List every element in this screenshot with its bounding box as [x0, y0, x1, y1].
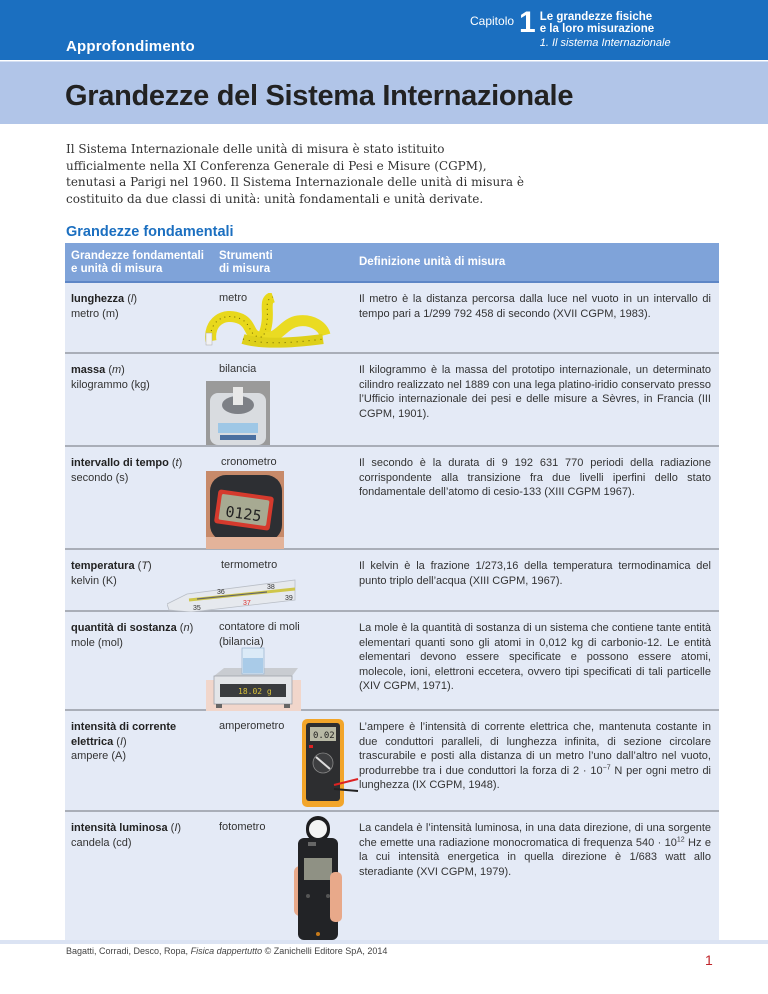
- thermometer-image: [167, 572, 297, 612]
- header-quantity: [65, 243, 219, 281]
- instrument-cell: [219, 447, 359, 548]
- footer-publisher: © Zanichelli Editore SpA, 2014: [264, 946, 388, 956]
- header-quantity-line1: Grandezze fondamentali: [71, 250, 204, 262]
- instrument-cell: [193, 550, 359, 612]
- table-row: [65, 612, 719, 711]
- table-row: [65, 283, 719, 354]
- chapter-word: Capitolo: [470, 14, 515, 28]
- quantity-cell: intervallo di tempo (t) secondo (s): [71, 457, 183, 484]
- footer-authors: Bagatti, Corradi, Desco, Ropa,: [66, 946, 189, 956]
- definition-cell: [359, 812, 719, 940]
- multimeter-display: 0.02: [313, 731, 335, 741]
- header-quantity-line2: e unità di misura: [71, 263, 163, 275]
- multimeter-image: [300, 717, 360, 809]
- quantity-name: massa: [71, 364, 106, 376]
- table-row: [65, 354, 719, 447]
- table-row: [65, 447, 719, 550]
- quantity-name: temperatura: [71, 560, 135, 572]
- instrument-cell: [219, 711, 359, 810]
- scale-label: 36: [217, 589, 225, 596]
- instrument-name: termometro: [221, 559, 278, 571]
- header-instrument-line2: di misura: [219, 263, 271, 275]
- table-row: [65, 711, 719, 812]
- mole-counter-image: [206, 646, 301, 711]
- header-instrument: [219, 243, 359, 281]
- definition-cell: Il metro è la distanza percorsa dalla luce nel vuoto in un intervallo di tempo pari a 1/299 792 458 di secondo (XVII CGPM, 1983).: [359, 293, 711, 320]
- instrument-name: cronometro: [221, 456, 277, 468]
- quantity-symbol: n: [183, 622, 190, 634]
- scale-image: [206, 381, 270, 445]
- stopwatch-display: 0125: [224, 502, 263, 526]
- quantity-symbol: m: [112, 364, 122, 376]
- instrument-name: fotometro: [219, 821, 266, 833]
- tape-measure-image: [203, 293, 333, 348]
- instrument-name: amperometro: [219, 720, 285, 732]
- quantity-cell: intensità di corrente elettrica (I) ampere (A): [71, 721, 177, 762]
- quantity-name: quantità di sostanza: [71, 622, 177, 634]
- header-band: [0, 0, 768, 60]
- quantity-cell: quantità di sostanza (n) mole (mol): [71, 622, 194, 649]
- quantity-cell: massa (m) kilogrammo (kg): [71, 364, 150, 391]
- unit-name: ampere (A): [71, 750, 127, 762]
- instrument-line2: (bilancia): [219, 635, 264, 648]
- quantity-name: lunghezza: [71, 293, 125, 305]
- header-instrument-line1: Strumenti: [219, 250, 273, 262]
- quantity-cell: intensità luminosa (I) candela (cd): [71, 822, 182, 849]
- scale-label: 39: [285, 595, 293, 602]
- unit-name: metro (m): [71, 307, 119, 320]
- light-meter-image: [286, 816, 350, 940]
- definition-cell: [359, 711, 719, 810]
- quantity-symbol: l: [130, 293, 134, 305]
- definition-cell: Il secondo è la durata di 9 192 631 770 periodi della radiazione corrispondente alla transizione fra due livelli iperfini dello stato fondamentale dell’atomo di cesio-133 (XIII CGPM 1967).: [359, 457, 711, 498]
- chapter-title-line1: Le grandezze fisiche: [539, 11, 653, 23]
- definition-exponent: −7: [602, 763, 611, 771]
- quantity-cell: lunghezza (l) metro (m): [71, 293, 138, 320]
- quantity-symbol: T: [141, 560, 149, 572]
- si-units-table: [65, 243, 719, 940]
- table-row: [65, 812, 719, 940]
- instrument-name: bilancia: [219, 363, 257, 375]
- table-header: [65, 243, 719, 283]
- definition-text: L’ampere è l’intensità di corrente elettrica che, mantenuta costante in due conduttori paralleli, di lunghezza infinita, di sezione circolare trascurabile e posti alla distanza di un metro l’uno dall’altro nel vuoto, produrrebbe tra i due conduttori la forza di 2 · 10: [359, 721, 711, 777]
- definition-cell: Il kelvin è la frazione 1/273,16 della temperatura termodinamica del punto triplo dell’acqua (XIII CGPM, 1967).: [359, 560, 711, 587]
- quantity-symbol: t: [175, 457, 179, 469]
- quantity-name: intervallo di tempo: [71, 457, 169, 469]
- chapter-title-line2: e la loro misurazione: [539, 23, 655, 35]
- chapter-number: 1: [519, 6, 536, 39]
- footer-divider: [0, 940, 768, 944]
- scale-label: 35: [193, 605, 201, 612]
- quantity-name: intensità luminosa: [71, 822, 168, 834]
- intro-paragraph: Il Sistema Internazionale delle unità di misura è stato istituito ufficialmente nella XI Conferenza Generale di Pesi e Misure (CGPM), tenutasi a Parigi nel 1960. Il Sistema Internazionale delle unità di misura è costituito da due classi di unità: unità fondamentali e unità derivate.: [66, 142, 525, 206]
- section-label: Approfondimento: [66, 38, 195, 55]
- quantity-name-line1: intensità di corrente: [71, 721, 177, 733]
- instrument-cell: [219, 612, 359, 709]
- mole-counter-display: 18.02 g: [238, 687, 272, 696]
- unit-name: kelvin (K): [71, 574, 117, 587]
- stopwatch-image: [206, 471, 284, 549]
- table-row: [65, 550, 719, 612]
- definition-exponent: 12: [676, 835, 685, 843]
- unit-name: candela (cd): [71, 836, 132, 849]
- definition-cell: La mole è la quantità di sostanza di un sistema che contiene tante entità elementari quanti sono gli atomi in 0,012 kg di carbonio-12. Le entità elementari devono essere specificate e possono essere atomi, molecole, ioni, elettroni eccetera, ovvero tipi specificati di tali particelle (XIV CGPM, 1971).: [359, 622, 711, 692]
- scale-label: 38: [267, 584, 275, 591]
- chapter-heading: [470, 6, 671, 50]
- quantity-symbol: I: [119, 735, 123, 748]
- title-band: [0, 61, 768, 124]
- quantity-cell: temperatura (T) kelvin (K): [71, 560, 152, 587]
- instrument-line1: contatore di moli: [219, 621, 300, 633]
- instrument-cell: [219, 283, 359, 352]
- scale-label: 37: [243, 600, 251, 607]
- footer-book-title: Fisica dappertutto: [190, 946, 263, 956]
- unit-name: kilogrammo (kg): [71, 378, 150, 391]
- unit-name: mole (mol): [71, 636, 123, 649]
- definition-text: La candela è l’intensità luminosa, in una data direzione, di una sorgente che emette una radiazione monocromatica di frequenza 540 · 10: [359, 822, 711, 849]
- quantity-name-line2: elettrica: [71, 735, 114, 748]
- chapter-titles: [540, 6, 671, 50]
- quantity-symbol: I: [174, 822, 178, 834]
- footer-credit: [66, 946, 387, 956]
- chapter-subsection: 1. Il sistema Internazionale: [539, 37, 671, 49]
- instrument-name: metro: [219, 292, 248, 304]
- header-definition: Definizione unità di misura: [359, 256, 506, 268]
- definition-text: N per ogni metro di lunghezza (IX CGPM, 1948).: [359, 764, 712, 791]
- definition-cell: Il kilogrammo è la massa del prototipo internazionale, un determinato cilindro realizzato nel 1889 con una lega platino-iridio conservato presso l’Ufficio internazionale dei pesi e delle misure a Sèvres, in Francia (III CGPM, 1901).: [359, 364, 711, 420]
- page-number: 1: [705, 952, 713, 968]
- instrument-cell: [219, 354, 359, 445]
- unit-name: secondo (s): [71, 471, 129, 484]
- page-title: Grandezze del Sistema Internazionale: [65, 80, 574, 112]
- definition-text: Hz e la cui intensità energetica in quella direzione è 1/683 watt allo steradiante (XVI CGPM, 1979).: [359, 836, 711, 878]
- subsection-title: Grandezze fondamentali: [66, 224, 234, 240]
- instrument-cell: [219, 812, 359, 940]
